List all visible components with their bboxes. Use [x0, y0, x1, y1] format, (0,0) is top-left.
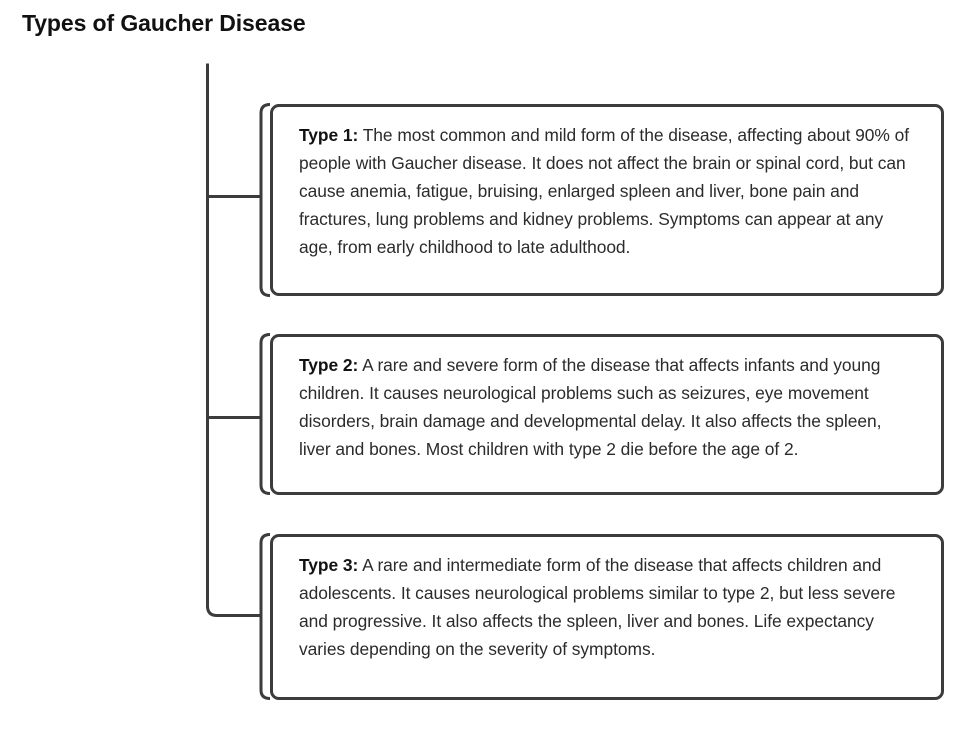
type-2-label: Type 2:: [299, 355, 359, 375]
type-1-description: The most common and mild form of the disease, affecting about 90% of people with Gaucher disease. It does not affect the brain or spinal cord, but can cause anemia, fatigue, bruising, enlarged spleen and liver, bone pain and fractures, lung problems and kidney problems. Symptoms can appear at any age, from early childhood to late adulthood.: [299, 125, 910, 257]
type-2-box: [270, 334, 944, 495]
branch-line-type-2: [208, 335, 271, 418]
branch-line-type-3-lower: [261, 616, 270, 699]
branch-line-type-1-lower: [261, 197, 270, 296]
branch-line-type-2-lower: [261, 418, 270, 494]
branch-line-type-1: [208, 105, 271, 197]
branch-line-type-3: [208, 535, 271, 616]
page-title: Types of Gaucher Disease: [22, 10, 306, 36]
type-2-text: [299, 351, 911, 463]
type-3-description: A rare and intermediate form of the disease that affects children and adolescents. It causes neurological problems similar to type 2, but less severe and progressive. It also affects the spleen, liver and bones. Life expectancy varies depending on the severity of symptoms.: [299, 555, 896, 659]
type-3-text: [299, 551, 911, 663]
type-1-text: [299, 121, 911, 261]
type-2-description: A rare and severe form of the disease that affects infants and young children. It causes neurological problems such as seizures, eye movement disorders, brain damage and developmental delay. It also affects the spleen, liver and bones. Most children with type 2 die before the age of 2.: [299, 355, 882, 459]
type-3-box: [270, 534, 944, 700]
type-3-label: Type 3:: [299, 555, 359, 575]
type-1-label: Type 1:: [299, 125, 359, 145]
type-1-box: [270, 104, 944, 296]
